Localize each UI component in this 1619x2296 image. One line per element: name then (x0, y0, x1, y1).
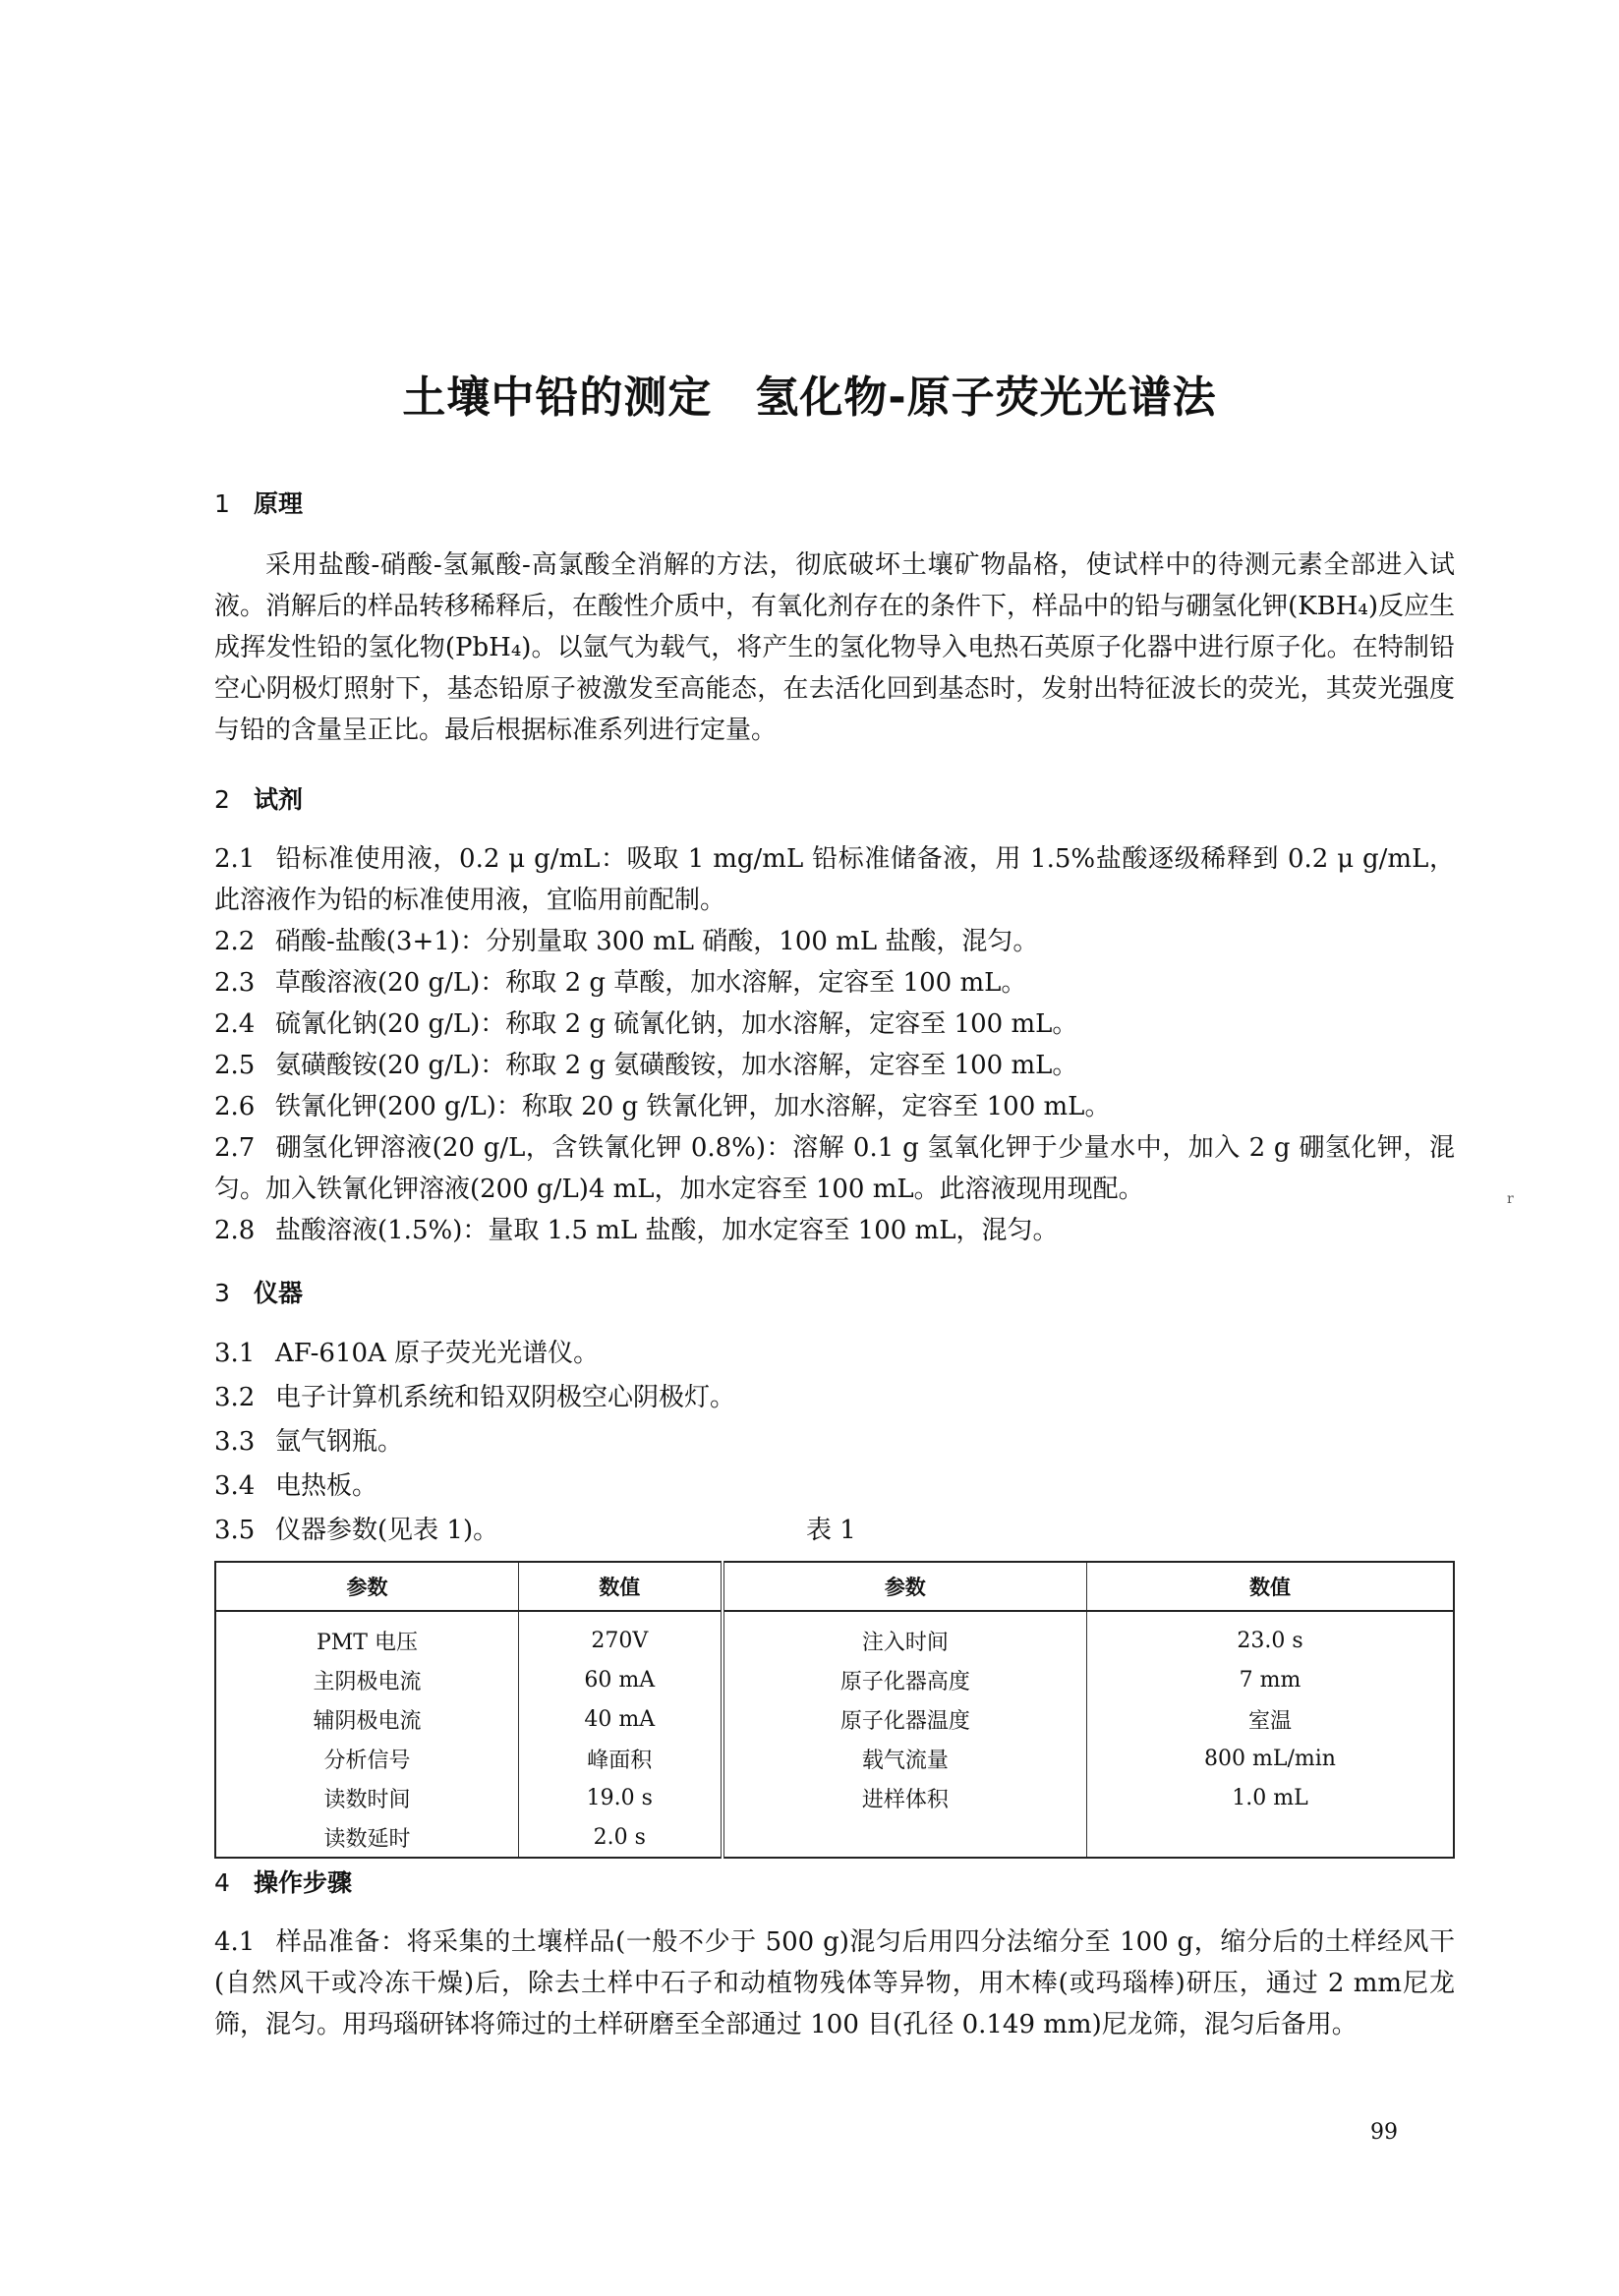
item-number: 3.4 (214, 1471, 256, 1501)
page-title (0, 362, 1619, 425)
table-cell: 主阴极电流 (215, 1660, 518, 1699)
item-number: 3.2 (214, 1383, 256, 1412)
item-text: 盐酸溶液(1.5%)：量取 1.5 mL 盐酸，加水定容至 100 mL，混匀。 (275, 1216, 1059, 1245)
item-text: 仪器参数(见表 1)。 (275, 1516, 499, 1545)
reagent-item (214, 1004, 1455, 1045)
table-cell: PMT 电压 (215, 1611, 518, 1660)
reagent-item (214, 962, 1455, 1004)
table-cell: 分析信号 (215, 1739, 518, 1778)
section-heading-2 (214, 780, 303, 816)
reagent-item (214, 921, 1455, 962)
table-cell: 7 mm (1239, 1667, 1301, 1693)
table-cell: 270V (518, 1611, 722, 1660)
table-cell (723, 1817, 1087, 1858)
section-number: 3 (214, 1279, 230, 1307)
item-number: 3.5 (214, 1516, 256, 1545)
item-text: 草酸溶液(20 g/L)：称取 2 g 草酸，加水溶解，定容至 100 mL。 (275, 968, 1027, 998)
reagent-item (214, 1210, 1455, 1251)
table-caption: 表 1 (806, 1516, 856, 1545)
item-number: 2.1 (214, 844, 256, 874)
table-row (215, 1817, 1454, 1858)
reagent-item (214, 1127, 1455, 1210)
table-cell: 23.0 s (1237, 1628, 1303, 1653)
table-cell: 60 mA (518, 1660, 722, 1699)
column-header: 数值 (1087, 1562, 1454, 1611)
item-number: 2.8 (214, 1216, 256, 1245)
section-heading-1 (214, 485, 303, 520)
section-number: 4 (214, 1868, 230, 1897)
item-text: 硫氰化钠(20 g/L)：称取 2 g 硫氰化钠，加水溶解，定容至 100 mL。 (275, 1009, 1078, 1039)
table-cell: 载气流量 (723, 1739, 1087, 1778)
table-row (215, 1611, 1454, 1660)
item-number: 3.1 (214, 1339, 256, 1368)
title-part1: 土壤中铅的测定 (402, 373, 713, 423)
item-number: 3.3 (214, 1427, 256, 1457)
table-cell: 40 mA (518, 1699, 722, 1739)
table-row (215, 1778, 1454, 1817)
item-number: 2.2 (214, 927, 256, 956)
principle-paragraph: 采用盐酸-硝酸-氢氟酸-高氯酸全消解的方法，彻底破坏土壤矿物晶格，使试样中的待测元素全部进入试液。消解后的样品转移稀释后，在酸性介质中，有氧化剂存在的条件下，样品中的铅与硼氢化钾(KBH₄)反应生成挥发性铅的氢化物(PbH₄)。以氩气为载气，将产生的氢化物导入电热石英原子化器中进行原子化。在特制铅空心阴极灯照射下，基态铅原子被激发至高能态，在去活化回到基态时，发射出特征波长的荧光，其荧光强度与铅的含量呈正比。最后根据标准系列进行定量。 (214, 550, 1455, 745)
table-cell: 辅阴极电流 (215, 1699, 518, 1739)
section-number: 2 (214, 785, 230, 814)
title-part2: 氢化物-原子荧光光谱法 (755, 373, 1217, 423)
parameter-table (214, 1561, 1455, 1859)
section-title: 操作步骤 (254, 1868, 353, 1897)
item-number: 2.6 (214, 1092, 256, 1121)
instrument-item (214, 1377, 1455, 1418)
instrument-item (214, 1421, 1455, 1463)
section-number: 1 (214, 489, 230, 518)
instrument-item (214, 1465, 1455, 1507)
table-row (215, 1699, 1454, 1739)
section-title: 原理 (254, 489, 304, 518)
item-text: 电子计算机系统和铅双阴极空心阴极灯。 (275, 1383, 736, 1412)
section-heading-4 (214, 1864, 352, 1899)
item-number: 2.7 (214, 1133, 256, 1163)
table-cell: 读数延时 (215, 1817, 518, 1858)
item-text: 氨磺酸铵(20 g/L)：称取 2 g 氨磺酸铵，加水溶解，定容至 100 mL。 (275, 1051, 1078, 1080)
item-text: 硝酸-盐酸(3+1)：分别量取 300 mL 硝酸，100 mL 盐酸，混匀。 (275, 927, 1039, 956)
table-cell: 峰面积 (518, 1739, 722, 1778)
table-row (215, 1739, 1454, 1778)
table-cell: 800 mL/min (1204, 1746, 1336, 1771)
table-cell: 2.0 s (518, 1817, 722, 1858)
table-cell: 19.0 s (518, 1778, 722, 1817)
item-text: 样品准备：将采集的土壤样品(一般不少于 500 g)混匀后用四分法缩分至 100 g，缩分后的土样经风干(自然风干或冷冻干燥)后，除去土样中石子和动植物残体等异物，用木棒(或玛瑙棒)研压，通过 2 mm尼龙筛，混匀。用玛瑙研钵将筛过的土样研磨至全部通过 100 目(孔径 0.149 mm)尼龙筛，混匀后备用。 (214, 1927, 1455, 2039)
section-heading-3 (214, 1274, 303, 1309)
item-text: 铅标准使用液，0.2 μ g/mL：吸取 1 mg/mL 铅标准储备液，用 1.5%盐酸逐级稀释到 0.2 μ g/mL，此溶液作为铅的标准使用液，宜临用前配制。 (214, 844, 1455, 915)
item-text: 氩气钢瓶。 (275, 1427, 404, 1457)
margin-mark: r (1507, 1191, 1514, 1207)
item-text: AF-610A 原子荧光光谱仪。 (275, 1339, 600, 1368)
procedure-item (214, 1922, 1455, 2045)
table-row (215, 1660, 1454, 1699)
reagent-item (214, 1045, 1455, 1086)
page-number: 99 (1370, 2120, 1398, 2145)
table-cell (1087, 1817, 1454, 1858)
item-text: 电热板。 (275, 1471, 378, 1501)
instrument-item (214, 1333, 1455, 1374)
column-header: 参数 (215, 1562, 518, 1611)
item-number: 2.5 (214, 1051, 256, 1080)
item-number: 4.1 (214, 1927, 256, 1957)
item-number: 2.3 (214, 968, 256, 998)
table-cell: 原子化器高度 (723, 1660, 1087, 1699)
table-cell: 原子化器温度 (723, 1699, 1087, 1739)
table-cell: 注入时间 (723, 1611, 1087, 1660)
reagent-item (214, 838, 1455, 921)
column-header: 参数 (723, 1562, 1087, 1611)
table-cell: 1.0 mL (1232, 1785, 1308, 1810)
table-cell: 进样体积 (723, 1778, 1087, 1817)
section-title: 试剂 (254, 785, 304, 814)
table-cell: 室温 (1248, 1708, 1293, 1734)
item-number: 2.4 (214, 1009, 256, 1039)
reagent-item (214, 1086, 1455, 1127)
section-title: 仪器 (254, 1279, 304, 1307)
table-header-row (215, 1562, 1454, 1611)
item-text: 硼氢化钾溶液(20 g/L，含铁氰化钾 0.8%)：溶解 0.1 g 氢氧化钾于少量水中，加入 2 g 硼氢化钾，混匀。加入铁氰化钾溶液(200 g/L)4 mL，加水定容至 100 mL。此溶液现用现配。 (214, 1133, 1455, 1204)
item-text: 铁氰化钾(200 g/L)：称取 20 g 铁氰化钾，加水溶解，定容至 100 mL。 (275, 1092, 1111, 1121)
column-header: 数值 (518, 1562, 722, 1611)
instrument-item (214, 1510, 498, 1551)
table-cell: 读数时间 (215, 1778, 518, 1817)
